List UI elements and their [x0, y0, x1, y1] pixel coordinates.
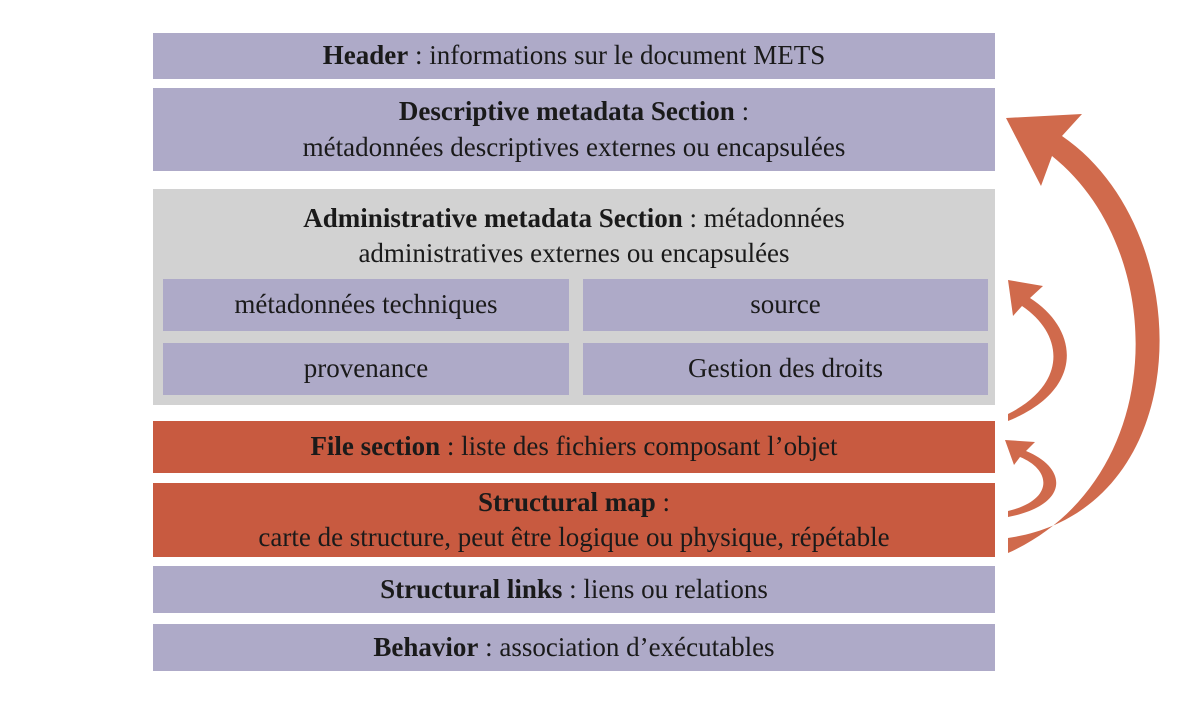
subsection-technical-metadata: métadonnées techniques: [163, 279, 569, 331]
descriptive-metadata-section: Descriptive metadata Section : métadonnées descriptives externes ou encapsulées: [153, 88, 995, 171]
arrow-structmap-to-descriptive: [1006, 114, 1160, 553]
subsection-source: source: [583, 279, 988, 331]
structmap-text: carte de structure, peut être logique ou physique, répétable: [258, 522, 890, 552]
structural-map-section: Structural map : carte de structure, peut être logique ou physique, répétable: [153, 483, 995, 557]
file-title: File section: [310, 431, 441, 462]
header-title: Header: [322, 40, 409, 71]
administrative-metadata-section: Administrative metadata Section : métadonnées administratives externes ou encapsulées: [153, 189, 995, 405]
structlinks-text: : liens ou relations: [562, 573, 768, 604]
administrative-title: Administrative metadata Section: [303, 203, 683, 233]
header-text: : informations sur le document METS: [408, 40, 826, 71]
subsection-rights-management: Gestion des droits: [583, 343, 988, 395]
arrow-file-to-administrative: [1008, 280, 1067, 421]
structmap-title: Structural map: [477, 486, 656, 517]
administrative-text: administratives externes ou encapsulées: [358, 238, 790, 269]
subsection-provenance: provenance: [163, 343, 569, 395]
behavior-text: : association d’exécutables: [478, 631, 775, 662]
arrow-structmap-to-file: [1005, 440, 1056, 517]
descriptive-title: Descriptive metadata Section: [398, 96, 735, 127]
behavior-title: Behavior: [373, 631, 479, 662]
descriptive-text: métadonnées descriptives externes ou encapsulées: [302, 131, 846, 162]
structlinks-title: Structural links: [380, 573, 563, 604]
file-text: : liste des fichiers composant l’objet: [440, 431, 838, 462]
